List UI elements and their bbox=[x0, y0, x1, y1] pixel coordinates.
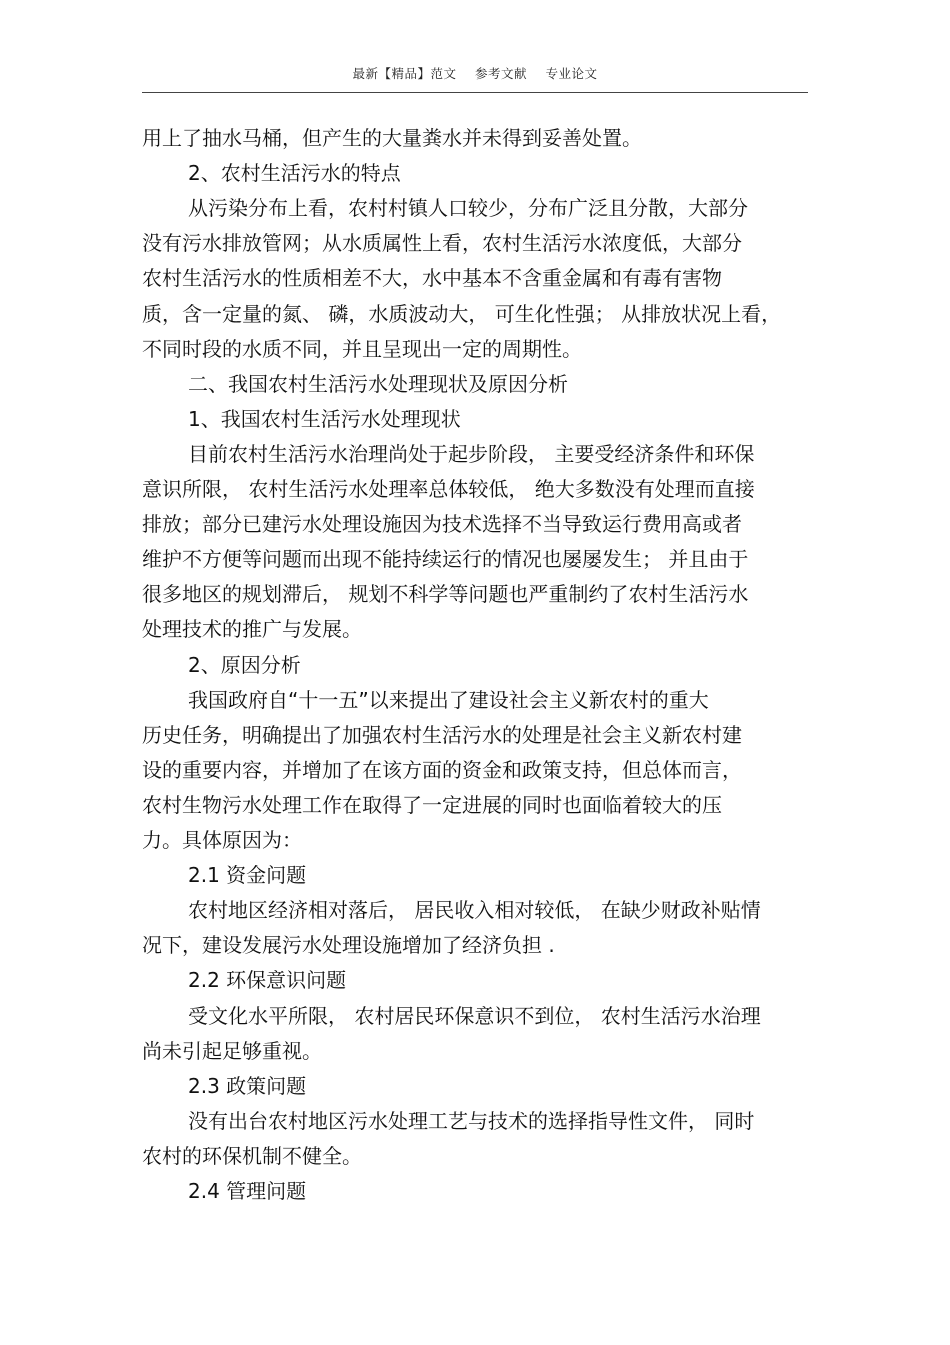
text-line: 况下，建设发展污水处理设施增加了经济负担 . bbox=[142, 933, 555, 958]
text-line: 尚未引起足够重视。 bbox=[142, 1038, 322, 1063]
header-item-references: 参考文献 bbox=[474, 66, 527, 81]
text-line: 2、农村生活污水的特点 bbox=[188, 161, 401, 186]
text-line: 处理技术的推广与发展。 bbox=[142, 617, 362, 642]
text-line: 设的重要内容，并增加了在该方面的资金和政策支持，但总体而言， bbox=[142, 757, 742, 782]
text-line: 从污染分布上看，农村村镇人口较少，分布广泛且分散，大部分 bbox=[188, 196, 748, 221]
page-header bbox=[142, 64, 808, 93]
text-line: 排放；部分已建污水处理设施因为技术选择不当导致运行费用高或者 bbox=[142, 512, 742, 537]
text-line: 2、原因分析 bbox=[188, 652, 301, 677]
header-item-papers: 专业论文 bbox=[545, 66, 598, 81]
text-line: 意识所限， 农村生活污水处理率总体较低， 绝大多数没有处理而直接 bbox=[142, 477, 755, 501]
text-line: 2.2 环保意识问题 bbox=[188, 968, 347, 993]
header-item-latest: 最新【精品】范文 bbox=[352, 66, 457, 81]
text-line: 受文化水平所限， 农村居民环保意识不到位， 农村生活污水治理 bbox=[188, 1003, 761, 1028]
text-line: 用上了抽水马桶，但产生的大量粪水并未得到妥善处置。 bbox=[142, 126, 642, 150]
text-line: 质，含一定量的氮、 磷，水质波动大， 可生化性强； 从排放状况上看， bbox=[142, 301, 782, 326]
text-line: 二、我国农村生活污水处理现状及原因分析 bbox=[188, 371, 568, 396]
text-line: 农村生物污水处理工作在取得了一定进展的同时也面临着较大的压 bbox=[142, 792, 722, 817]
text-line: 2.3 政策问题 bbox=[188, 1073, 307, 1098]
text-line: 目前农村生活污水治理尚处于起步阶段， 主要受经济条件和环保 bbox=[188, 441, 755, 466]
text-line: 农村地区经济相对落后， 居民收入相对较低， 在缺少财政补贴情 bbox=[188, 898, 761, 923]
text-line: 历史任务，明确提出了加强农村生活污水的处理是社会主义新农村建 bbox=[142, 722, 742, 747]
text-line: 没有出台农村地区污水处理工艺与技术的选择指导性文件， 同时 bbox=[188, 1108, 755, 1133]
text-line: 力。具体原因为： bbox=[142, 828, 302, 852]
text-line: 2.1 资金问题 bbox=[188, 863, 307, 888]
text-line: 不同时段的水质不同，并且呈现出一定的周期性。 bbox=[142, 336, 582, 361]
text-line: 没有污水排放管网；从水质属性上看，农村生活污水浓度低，大部分 bbox=[142, 231, 742, 256]
text-line: 1、我国农村生活污水处理现状 bbox=[188, 406, 461, 431]
text-line: 维护不方便等问题而出现不能持续运行的情况也屡屡发生； 并且由于 bbox=[142, 547, 749, 572]
text-line: 很多地区的规划滞后， 规划不科学等问题也严重制约了农村生活污水 bbox=[142, 582, 749, 607]
text-line: 农村的环保机制不健全。 bbox=[142, 1143, 362, 1168]
text-line: 我国政府自“十一五”以来提出了建设社会主义新农村的重大 bbox=[188, 687, 709, 712]
text-line: 农村生活污水的性质相差不大，水中基本不含重金属和有毒有害物 bbox=[142, 266, 722, 291]
text-line: 2.4 管理问题 bbox=[188, 1179, 307, 1203]
